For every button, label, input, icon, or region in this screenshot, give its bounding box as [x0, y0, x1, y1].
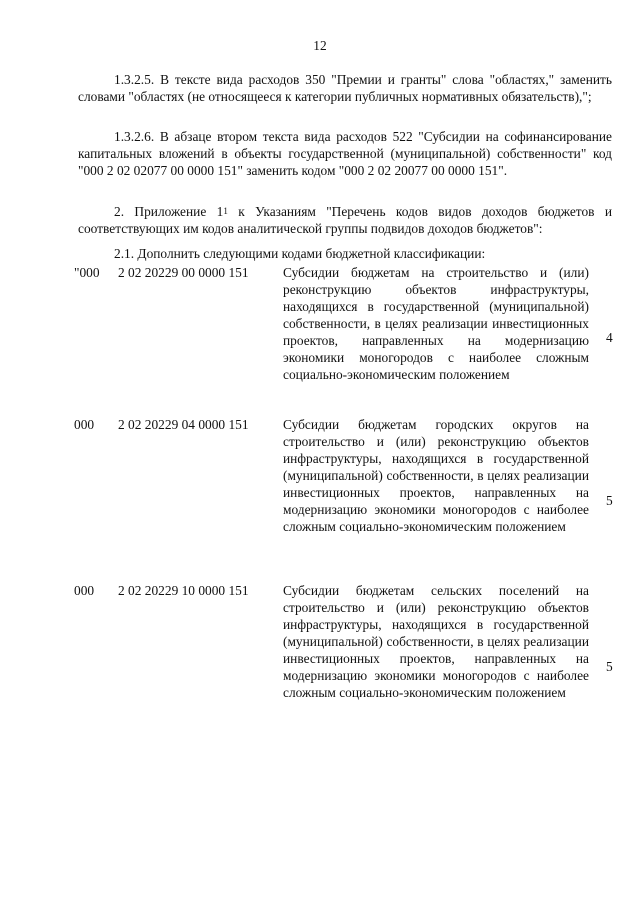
row-value: 5 [606, 659, 613, 674]
paragraph-1-3-2-5: 1.3.2.5. В тексте вида расходов 350 "Премии и гранты" слова "областях," заменить словами "областях (не относящееся к категории публичных нормативных обязательств),"; [78, 72, 612, 104]
code-description: Субсидии бюджетам сельских поселений на строительство и (или) реконструкцию объектов инфраструктуры, находящихся в государственной (муниципальной) собственности, в целях реализации инвестиционных проектов, направленных на модернизацию экономики моногородов с наиболее сложным социально-экономическим положением [283, 583, 589, 700]
row-prefix: 000 [74, 583, 95, 598]
budget-code: 2 02 20229 00 0000 151 [118, 265, 249, 280]
code-description: Субсидии бюджетам городских округов на строительство и (или) реконструкцию объектов инфраструктуры, находящихся в государственной (муниципальной) собственности, в целях реализации инвестиционных проектов, направленных на модернизацию экономики моногородов с наиболее сложным социально-экономическим положением [283, 417, 589, 534]
paragraph-appendix-2 [78, 203, 612, 237]
paragraph-2-1: 2.1. Дополнить следующими кодами бюджетной классификации: [114, 246, 486, 261]
row-prefix: "000 [74, 265, 100, 280]
budget-code: 2 02 20229 10 0000 151 [118, 583, 249, 598]
budget-code: 2 02 20229 04 0000 151 [118, 417, 249, 432]
row-value: 5 [606, 493, 613, 508]
paragraph-appendix-2-start: 2. Приложение 1 [114, 204, 224, 219]
row-value: 4 [606, 330, 613, 345]
appendix-superscript: 1 [223, 206, 228, 216]
paragraph-appendix-2-end: к Указаниям "Перечень кодов видов доходов бюджетов и соответствующих им кодов аналитической группы подвидов доходов бюджетов": [78, 204, 613, 236]
code-description: Субсидии бюджетам на строительство и (или) реконструкцию объектов инфраструктуры, находящихся в государственной (муниципальной) собственности, в целях реализации инвестиционных проектов, направленных на модернизацию экономики моногородов с наиболее сложным социально-экономическим положением [283, 265, 589, 382]
row-prefix: 000 [74, 417, 95, 432]
page-number: 12 [313, 38, 327, 53]
paragraph-1-3-2-6: 1.3.2.6. В абзаце втором текста вида расходов 522 "Субсидии на софинансирование капитальных вложений в объекты государственной (муниципальной) собственности" код "000 2 02 02077 00 0000 151" заменить кодом "000 2 02 20077 00 0000 151". [78, 129, 612, 178]
